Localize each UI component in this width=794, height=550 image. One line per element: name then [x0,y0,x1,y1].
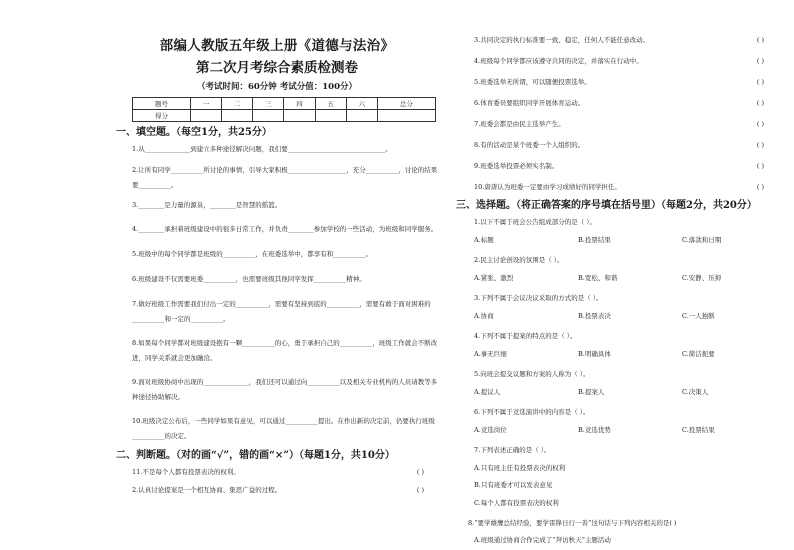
judge-question [456,57,774,66]
choice-option[interactable]: C.决策人 [682,388,709,396]
exam-meta: （考试时间：60分钟 考试分值：100分） [196,82,358,92]
score-cell[interactable] [222,110,253,122]
choice-option[interactable]: C.投票结果 [682,426,715,434]
choice-option[interactable]: B.竞选优势 [578,426,611,434]
score-table-header-row [133,98,436,110]
fill-question: 7.做好班级工作需要我们付出一定的__________，需要有坚持到底的__________，需要有敢于面对困难的__________和一定的__________。 [132,300,431,323]
judge-question [456,183,774,192]
choice-options [456,312,774,321]
choice-options [456,236,774,245]
score-row-label: 得分 [133,110,191,122]
fill-question: 4.________承担着班级建设中的很多日常工作，并负责________参加学校的一些活动，为班级和同学服务。 [132,225,438,233]
page-title: 部编人教版五年级上册《道德与法治》 [159,38,395,54]
fill-question: 9.面对班级协商中出现的______________，我们还可以通过向__________以及相关专业机构的人员请教等多种途径协助解决。 [132,378,438,401]
choice-option[interactable]: C.每个人都有投票表决的权利 [474,498,559,507]
judge-question-text: 11.不是每个人都有投票表决的权利。 [132,468,240,476]
judge-question-text: 8.有的活动是某个班委一个人组织的。 [474,141,585,149]
score-header-cell: 一 [191,98,222,110]
choice-option[interactable]: B.宽松、和谐 [578,274,618,282]
answer-paren[interactable]: ( ) [756,36,764,44]
page-subtitle: 第二次月考综合素质检测卷 [196,60,358,76]
score-cell[interactable] [377,110,435,122]
score-cell[interactable] [315,110,346,122]
choice-option[interactable]: A.班级通过协商合作完成了“拜访秋天”主题活动 [474,536,611,544]
judge-question [456,162,774,171]
answer-paren[interactable]: ( ) [416,468,424,476]
score-cell[interactable] [346,110,377,122]
section-heading-choice: 三、选择题。（将正确答案的序号填在括号里）（每题2分，共20分） [456,200,757,211]
fill-question: 10.班级决定公布后，一些同学如果有意见，可以通过__________提出。在作出新的决定前，仍要执行班级__________的决定。 [132,417,435,440]
score-header-cell: 总分 [377,98,435,110]
answer-paren[interactable]: ( ) [756,57,764,65]
fill-question: 8.如果每个同学都对班级建设抱有一颗__________的心，勇于承担自己的__________，班级工作就会不断改进，同学关系就会更加融洽。 [132,339,438,362]
judge-question [456,120,774,129]
score-header-cell: 五 [315,98,346,110]
choice-option[interactable]: C.安静、压抑 [682,274,722,282]
judge-question-text: 9.班委选举投票必须实名制。 [474,162,559,170]
answer-paren[interactable]: ( ) [416,486,424,494]
score-table [132,97,436,122]
score-header-cell: 二 [222,98,253,110]
fill-question: 3.________是力量的源泉，________是智慧的摇篮。 [132,201,282,209]
choice-question: 4.下列不属于提案的特点的是（ ）。 [474,332,577,340]
judge-question [116,468,438,477]
score-header-cell: 六 [346,98,377,110]
choice-question: 8.“要学雄鹰总结经验，要学雷锋日行一善”这句话与下列内容相关的是( ) [468,518,677,527]
judge-question [456,78,774,87]
judge-question-text: 5.班委选举无所谓，可以随便投票选举。 [474,78,591,86]
judge-question [116,486,438,495]
choice-option[interactable]: A.紧张、激烈 [474,274,514,282]
choice-options [456,388,774,397]
choice-option[interactable]: A.协商 [474,312,494,320]
score-header-cell: 题号 [133,98,191,110]
judge-question-text: 10.唐唐认为班委一定要由学习成绩好的同学担任。 [474,183,621,191]
choice-option[interactable]: B.只有班委才可以发表意见 [474,481,553,489]
choice-question: 3.下列不属于会议决议采取的方式的是（ ）。 [474,294,603,302]
score-table-score-row [133,110,436,122]
choice-option[interactable]: B.投票结果 [578,236,611,244]
answer-paren[interactable]: ( ) [756,141,764,149]
fill-question: 5.班级中的每个同学都是班级的__________，在班委选举中，都享有和__________。 [132,250,373,258]
choice-question: 5.向班会提交议题和方案的人称为（ ）。 [474,370,590,378]
choice-option[interactable]: B.提案人 [578,388,605,396]
judge-question-text: 3.共同决定的执行标准要一致、稳定，任何人不能任意改动。 [474,36,650,44]
choice-option[interactable]: C.简洁扼要 [682,350,715,358]
choice-options [456,274,774,283]
choice-options [456,426,774,435]
score-cell[interactable] [253,110,284,122]
choice-option[interactable]: B.明确具体 [578,350,611,358]
judge-question [456,99,774,108]
answer-paren[interactable]: ( ) [756,99,764,107]
answer-paren[interactable]: ( ) [756,120,764,128]
choice-option[interactable]: A.标题 [474,236,494,244]
choice-options [456,350,774,359]
choice-question: 6.下列不属于竞选演讲中的内容是（ ）。 [474,408,590,416]
score-header-cell: 三 [253,98,284,110]
answer-paren[interactable]: ( ) [756,183,764,191]
choice-option[interactable]: B.投票表决 [578,312,611,320]
section-heading-judge: 二、判断题。（对的画“√”，错的画“×”）（每题1分，共10分） [116,450,395,461]
answer-paren[interactable]: ( ) [756,162,764,170]
fill-question: 1.从______________到建立多种途径解决问题，我们要______________________________。 [132,145,392,153]
section-heading-fill: 一、填空题。（每空1分，共25分） [116,127,272,138]
judge-question-text: 6.体育委员要组织同学开展体育运动。 [474,99,585,107]
left-column [116,36,438,495]
judge-question-text: 2.认真讨论提案是一个相互协商、集思广益的过程。 [132,486,282,494]
choice-option[interactable]: A.竞选岗位 [474,426,507,434]
fill-question: 6.班级建设不仅需要班委__________，也需要班级其他同学发挥__________精神。 [132,275,366,283]
score-cell[interactable] [284,110,315,122]
right-column [456,36,774,545]
score-cell[interactable] [191,110,222,122]
choice-question: 7.下列表述正确的是（ ）。 [474,446,551,454]
fill-question: 2.让所有同学__________所讨论的事情，引导大家积极__________________，充分__________，讨论的结果要__________。 [132,166,438,189]
choice-question: 2.民主讨论创设的氛围是（ ）。 [474,256,564,264]
score-header-cell: 四 [284,98,315,110]
judge-question [456,36,774,45]
answer-paren[interactable]: ( ) [756,78,764,86]
judge-question-text: 7.班委会都是由民主选举产生。 [474,120,565,128]
choice-option[interactable]: C.一人独断 [682,312,715,320]
choice-option[interactable]: A.提议人 [474,388,501,396]
choice-option[interactable]: C.落款和日期 [682,236,722,244]
choice-option[interactable]: A.只有班主任有投票表决的权利 [474,463,566,472]
choice-question: 1.以下不属于班会公告组成部分的是（ ）。 [474,218,597,226]
judge-question [456,141,774,150]
choice-option[interactable]: A.事无巨细 [474,350,507,358]
judge-question-text: 4.班级每个同学都应该遵守共同的决定，并落实在行动中。 [474,57,643,65]
